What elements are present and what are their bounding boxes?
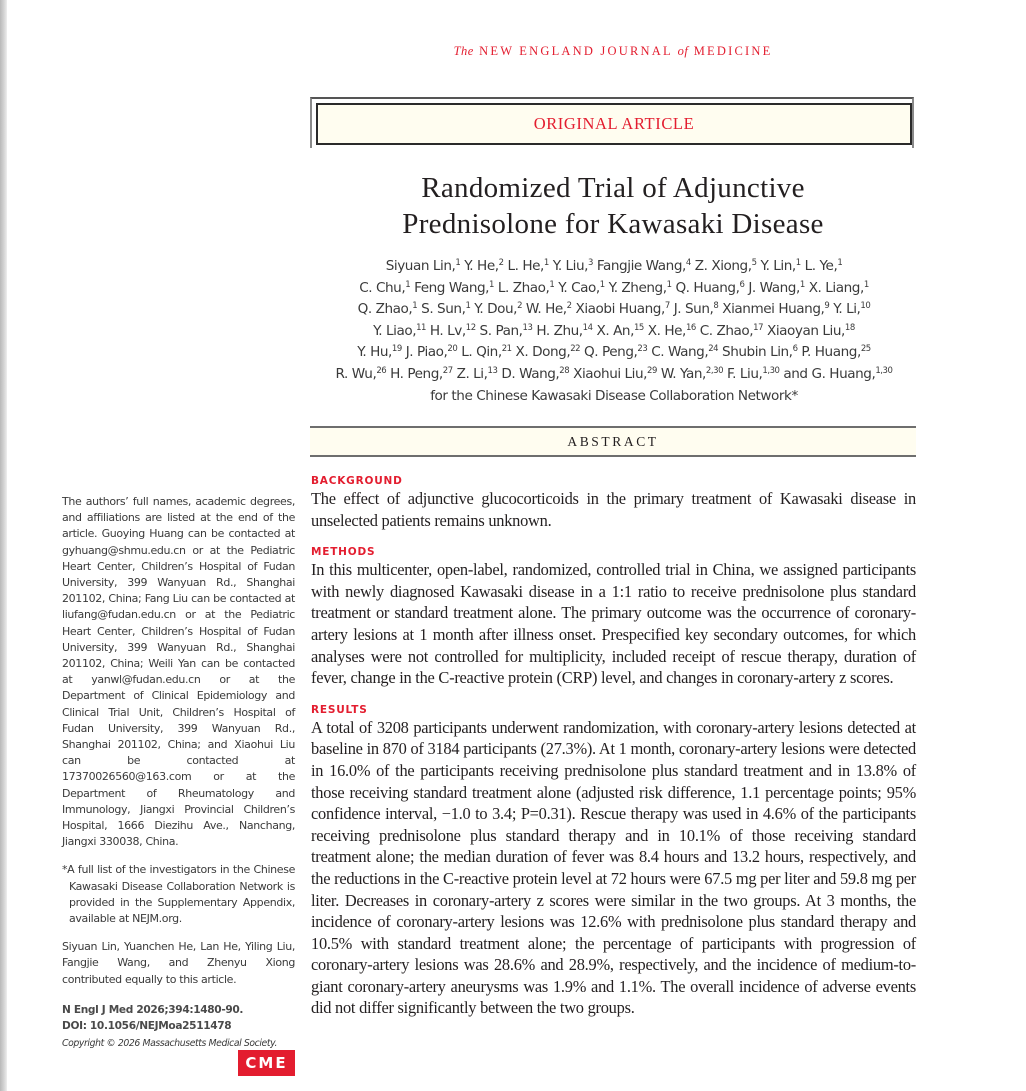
abstract-label: ABSTRACT <box>567 433 659 449</box>
cme-badge[interactable]: CME <box>238 1050 295 1076</box>
title-line-1: Randomized Trial of Adjunctive <box>421 172 805 204</box>
citation: N Engl J Med 2026;394:1480-90. <box>62 1003 244 1016</box>
abstract-section-results <box>311 703 916 1019</box>
author-affiliation-number: 21 <box>501 344 512 355</box>
author-name: Siyuan Lin,$^1$ <box>385 258 461 274</box>
author-name: Xiaohui Liu,$^{29}$ <box>573 365 657 382</box>
author-name: Xianmei Huang,$^9$ <box>722 301 830 318</box>
author-affiliation-number: 18 <box>844 322 855 333</box>
author-name: W. Yan,$^{2,30}$ <box>660 365 724 382</box>
author-name: Shubin Lin,$^6$ <box>722 344 798 361</box>
journal-name-part2: MEDICINE <box>693 44 773 58</box>
author-name: W. He,$^2$ <box>525 301 572 318</box>
author-affiliation-number: 14 <box>582 322 593 333</box>
author-affiliation-number: 10 <box>860 301 871 312</box>
author-name: Y. Lin,$^1$ <box>760 258 801 274</box>
author-affiliation-number: 23 <box>637 344 648 355</box>
author-name: X. Liang,$^1$ <box>808 279 869 296</box>
author-name: L. Ye,$^1$ <box>804 258 843 274</box>
author-affiliation-number: 2,30 <box>705 365 724 376</box>
author-name: Y. Dou,$^2$ <box>474 301 523 318</box>
author-affiliation-number: 2 <box>517 301 523 312</box>
author-name: R. Wu,$^{26}$ <box>335 365 387 382</box>
author-name: D. Wang,$^{28}$ <box>501 365 570 382</box>
author-name: Y. Hu,$^{19}$ <box>357 344 402 361</box>
sidebar-notes <box>62 494 295 1052</box>
author-name: G. Huang,$^{1,30}$ <box>811 365 893 382</box>
collaboration-network: for the Chinese Kawasaki Disease Collaboration Network* <box>430 387 798 404</box>
article-type-label: ORIGINAL ARTICLE <box>533 114 695 133</box>
abstract-body <box>311 474 916 1033</box>
author-name: J. Wang,$^1$ <box>748 279 805 296</box>
author-affiliation-number: 22 <box>570 344 581 355</box>
author-affiliation-number: 1 <box>489 279 495 290</box>
author-name: Xiaobi Huang,$^7$ <box>575 301 670 318</box>
author-affiliation-number: 6 <box>792 344 798 355</box>
author-affiliation-number: 1 <box>599 279 605 290</box>
author-name: Z. Xiong,$^5$ <box>694 258 757 274</box>
author-name: H. Zhu,$^{14}$ <box>536 322 593 339</box>
section-heading-background: BACKGROUND <box>311 475 403 487</box>
author-name: Y. Li,$^{10}$ <box>833 301 871 318</box>
author-affiliation-number: 1 <box>795 258 801 268</box>
affiliations-note: The authors’ full names, academic degrees, and affiliations are listed at the end of the article. Guoying Huang can be contacted at gyhuang@shmu.edu.cn or at the Pediatric Heart Center, Children’s Hospital of Fudan University, 399 Wanyuan Rd., Shanghai 201102, China; Fang Liu can be contacted at liufang@fudan.edu.cn or at the Pediatric Heart Center, Children’s Hospital of Fudan University, 399 Wanyuan Rd., Shanghai 201102, China; Weili Yan can be contacted at yanwl@fudan.edu.cn or at the Department of Clinical Epidemiology and Clinical Trial Unit, Children’s Hospital of Fudan University, 399 Wanyuan Rd., Shanghai 201102, China; and Xiaohui Liu can be contacted at 17370026560@163.com or at the Department of Rheumatology and Immunology, Jiangxi Provincial Children’s Hospital, 1666 Diezihu Ave., Nanchang, Jiangxi 330038, China. <box>62 495 295 849</box>
section-heading-methods: METHODS <box>311 546 376 559</box>
doi-link[interactable]: DOI: 10.1056/NEJMoa2511478 <box>62 1020 232 1033</box>
abstract-section-methods <box>311 545 916 689</box>
author-name: L. Qin,$^{21}$ <box>461 344 512 361</box>
author-name: C. Chu,$^1$ <box>359 279 411 296</box>
author-affiliation-number: 7 <box>664 301 670 312</box>
author-name: J. Sun,$^8$ <box>673 301 719 318</box>
author-name: F. Liu,$^{1,30}$ <box>726 365 780 382</box>
author-name: L. He,$^1$ <box>507 258 549 274</box>
author-name: C. Zhao,$^{17}$ <box>699 322 764 339</box>
author-affiliation-number: 13 <box>487 365 498 376</box>
author-name: Fangjie Wang,$^4$ <box>596 258 691 274</box>
author-affiliation-number: 1 <box>837 258 843 268</box>
journal-of: of <box>677 44 689 58</box>
author-name: Y. Zheng,$^1$ <box>608 279 672 296</box>
author-affiliation-number: 24 <box>708 344 719 355</box>
author-affiliation-number: 1 <box>863 279 869 290</box>
author-name: Q. Peng,$^{23}$ <box>584 344 648 361</box>
section-text-results: A total of 3208 participants underwent randomization, with coronary-artery lesions detected at baseline in 870 of 3184 participants (27.3%). At 1 month, coronary-artery lesions were detected in 16.0% of the participants receiving prednisolone plus standard treatment and in 13.8% of those receiving standard treatment alone (adjusted risk difference, 1.1 percentage points; 95% confidence interval, −1.0 to 3.4; P=0.31). Rescue therapy was used in 4.6% of the participants receiving prednisolone plus standard therapy and in 10.1% of those receiving standard treatment alone; the median duration of fever was 8.4 hours and 13.2 hours, respectively, and the reductions in the C-reactive protein level at 72 hours were 67.5 mg per liter and 59.8 mg per liter. Decreases in coronary-artery z scores were similar in the two groups. At 3 months, the incidence of coronary-artery lesions was 12.6% with prednisolone plus standard therapy and 10.5% with standard treatment alone; the percentage of participants with progression of coronary-artery lesions was 28.6% and 28.9%, respectively, and the incidence of medium-to-giant coronary-artery aneurysms was 1.9% and 1.1%. The overall incidence of adverse events did not differ significantly between the two groups. <box>311 717 916 1018</box>
author-affiliation-number: 19 <box>391 344 402 355</box>
author-affiliation-number: 25 <box>860 344 871 355</box>
author-affiliation-number: 1 <box>455 258 461 268</box>
author-name: Q. Huang,$^6$ <box>675 279 745 296</box>
page-edge-shadow <box>0 0 7 1091</box>
author-affiliation-number: 16 <box>685 322 696 333</box>
author-name: Xiaoyan Liu,$^{18}$ <box>766 322 855 339</box>
author-affiliation-number: 12 <box>465 322 476 333</box>
author-affiliation-number: 4 <box>685 258 691 268</box>
author-affiliation-number: 1 <box>549 279 555 290</box>
author-name: X. An,$^{15}$ <box>596 322 644 339</box>
author-name: H. Lv,$^{12}$ <box>429 322 476 339</box>
author-affiliation-number: 1 <box>405 279 411 290</box>
author-affiliation-number: 15 <box>633 322 644 333</box>
author-name: P. Huang,$^{25}$ <box>801 344 871 361</box>
author-name: Feng Wang,$^1$ <box>414 279 495 296</box>
author-affiliation-number: 1 <box>412 301 418 312</box>
abstract-banner <box>310 426 916 457</box>
author-affiliation-number: 5 <box>751 258 757 268</box>
author-conjunction: and <box>783 365 812 382</box>
author-name: Y. Liao,$^{11}$ <box>373 322 426 339</box>
journal-header <box>310 44 916 59</box>
title-line-2: Prednisolone for Kawasaki Disease <box>402 208 824 240</box>
author-name: L. Zhao,$^1$ <box>497 279 555 296</box>
author-name: Y. Liu,$^3$ <box>552 258 594 274</box>
author-affiliation-number: 9 <box>824 301 830 312</box>
author-affiliation-number: 2 <box>498 258 504 268</box>
article-type-box <box>316 103 912 145</box>
author-affiliation-number: 8 <box>713 301 719 312</box>
author-list <box>304 256 924 407</box>
author-affiliation-number: 1 <box>799 279 805 290</box>
author-name: X. Dong,$^{22}$ <box>515 344 581 361</box>
author-name: Y. He,$^2$ <box>464 258 504 274</box>
author-affiliation-number: 17 <box>753 322 764 333</box>
author-name: X. He,$^{16}$ <box>647 322 696 339</box>
author-affiliation-number: 28 <box>559 365 570 376</box>
author-name: Z. Li,$^{13}$ <box>456 365 498 382</box>
author-name: J. Piao,$^{20}$ <box>405 344 458 361</box>
journal-prefix: The <box>453 44 474 58</box>
author-affiliation-number: 6 <box>739 279 745 290</box>
author-affiliation-number: 26 <box>376 365 387 376</box>
author-name: Y. Cao,$^1$ <box>558 279 605 296</box>
author-affiliation-number: 11 <box>416 322 426 333</box>
author-name: S. Sun,$^1$ <box>421 301 471 318</box>
author-name: C. Wang,$^{24}$ <box>651 344 719 361</box>
author-name: S. Pan,$^{13}$ <box>479 322 533 339</box>
article-title <box>310 170 916 242</box>
equal-contribution-note: Siyuan Lin, Yuanchen He, Lan He, Yiling Liu, Fangjie Wang, and Zhenyu Xiong contributed equally to this article. <box>62 940 295 986</box>
author-affiliation-number: 1,30 <box>875 365 893 376</box>
author-affiliation-number: 1,30 <box>762 365 780 376</box>
journal-name-part1: NEW ENGLAND JOURNAL <box>479 44 673 58</box>
author-affiliation-number: 1 <box>465 301 471 312</box>
copyright: Copyright © 2026 Massachusetts Medical Society. <box>62 1037 278 1049</box>
author-affiliation-number: 1 <box>666 279 672 290</box>
investigators-note: *A full list of the investigators in the Chinese Kawasaki Disease Collaboration Network is provided in the Supplementary Appendix, available at NEJM.org. <box>62 863 295 926</box>
author-affiliation-number: 20 <box>447 344 458 355</box>
author-name: Q. Zhao,$^1$ <box>357 301 418 318</box>
author-affiliation-number: 2 <box>566 301 572 312</box>
section-text-methods: In this multicenter, open-label, randomized, controlled trial in China, we assigned participants with newly diagnosed Kawasaki disease in a 1:1 ratio to receive prednisolone plus standard treatment or standard treatment alone. The primary outcome was the occurrence of coronary-artery lesions at 1 month after illness onset. Prespecified key secondary outcomes, for which analyses were not controlled for multiplicity, included receipt of rescue therapy, duration of fever, change in the C-reactive protein (CRP) level, and changes in coronary-artery z scores. <box>311 560 916 688</box>
abstract-section-background <box>311 474 916 531</box>
author-affiliation-number: 27 <box>442 365 453 376</box>
author-affiliation-number: 13 <box>522 322 533 333</box>
section-heading-results: RESULTS <box>311 703 368 716</box>
author-affiliation-number: 3 <box>588 258 594 268</box>
author-name: H. Peng,$^{27}$ <box>390 365 453 382</box>
section-text-background: The effect of adjunctive glucocorticoids in the primary treatment of Kawasaki disease in unselected patients remains unknown. <box>311 489 916 530</box>
author-affiliation-number: 1 <box>543 258 549 268</box>
author-affiliation-number: 29 <box>647 365 657 376</box>
